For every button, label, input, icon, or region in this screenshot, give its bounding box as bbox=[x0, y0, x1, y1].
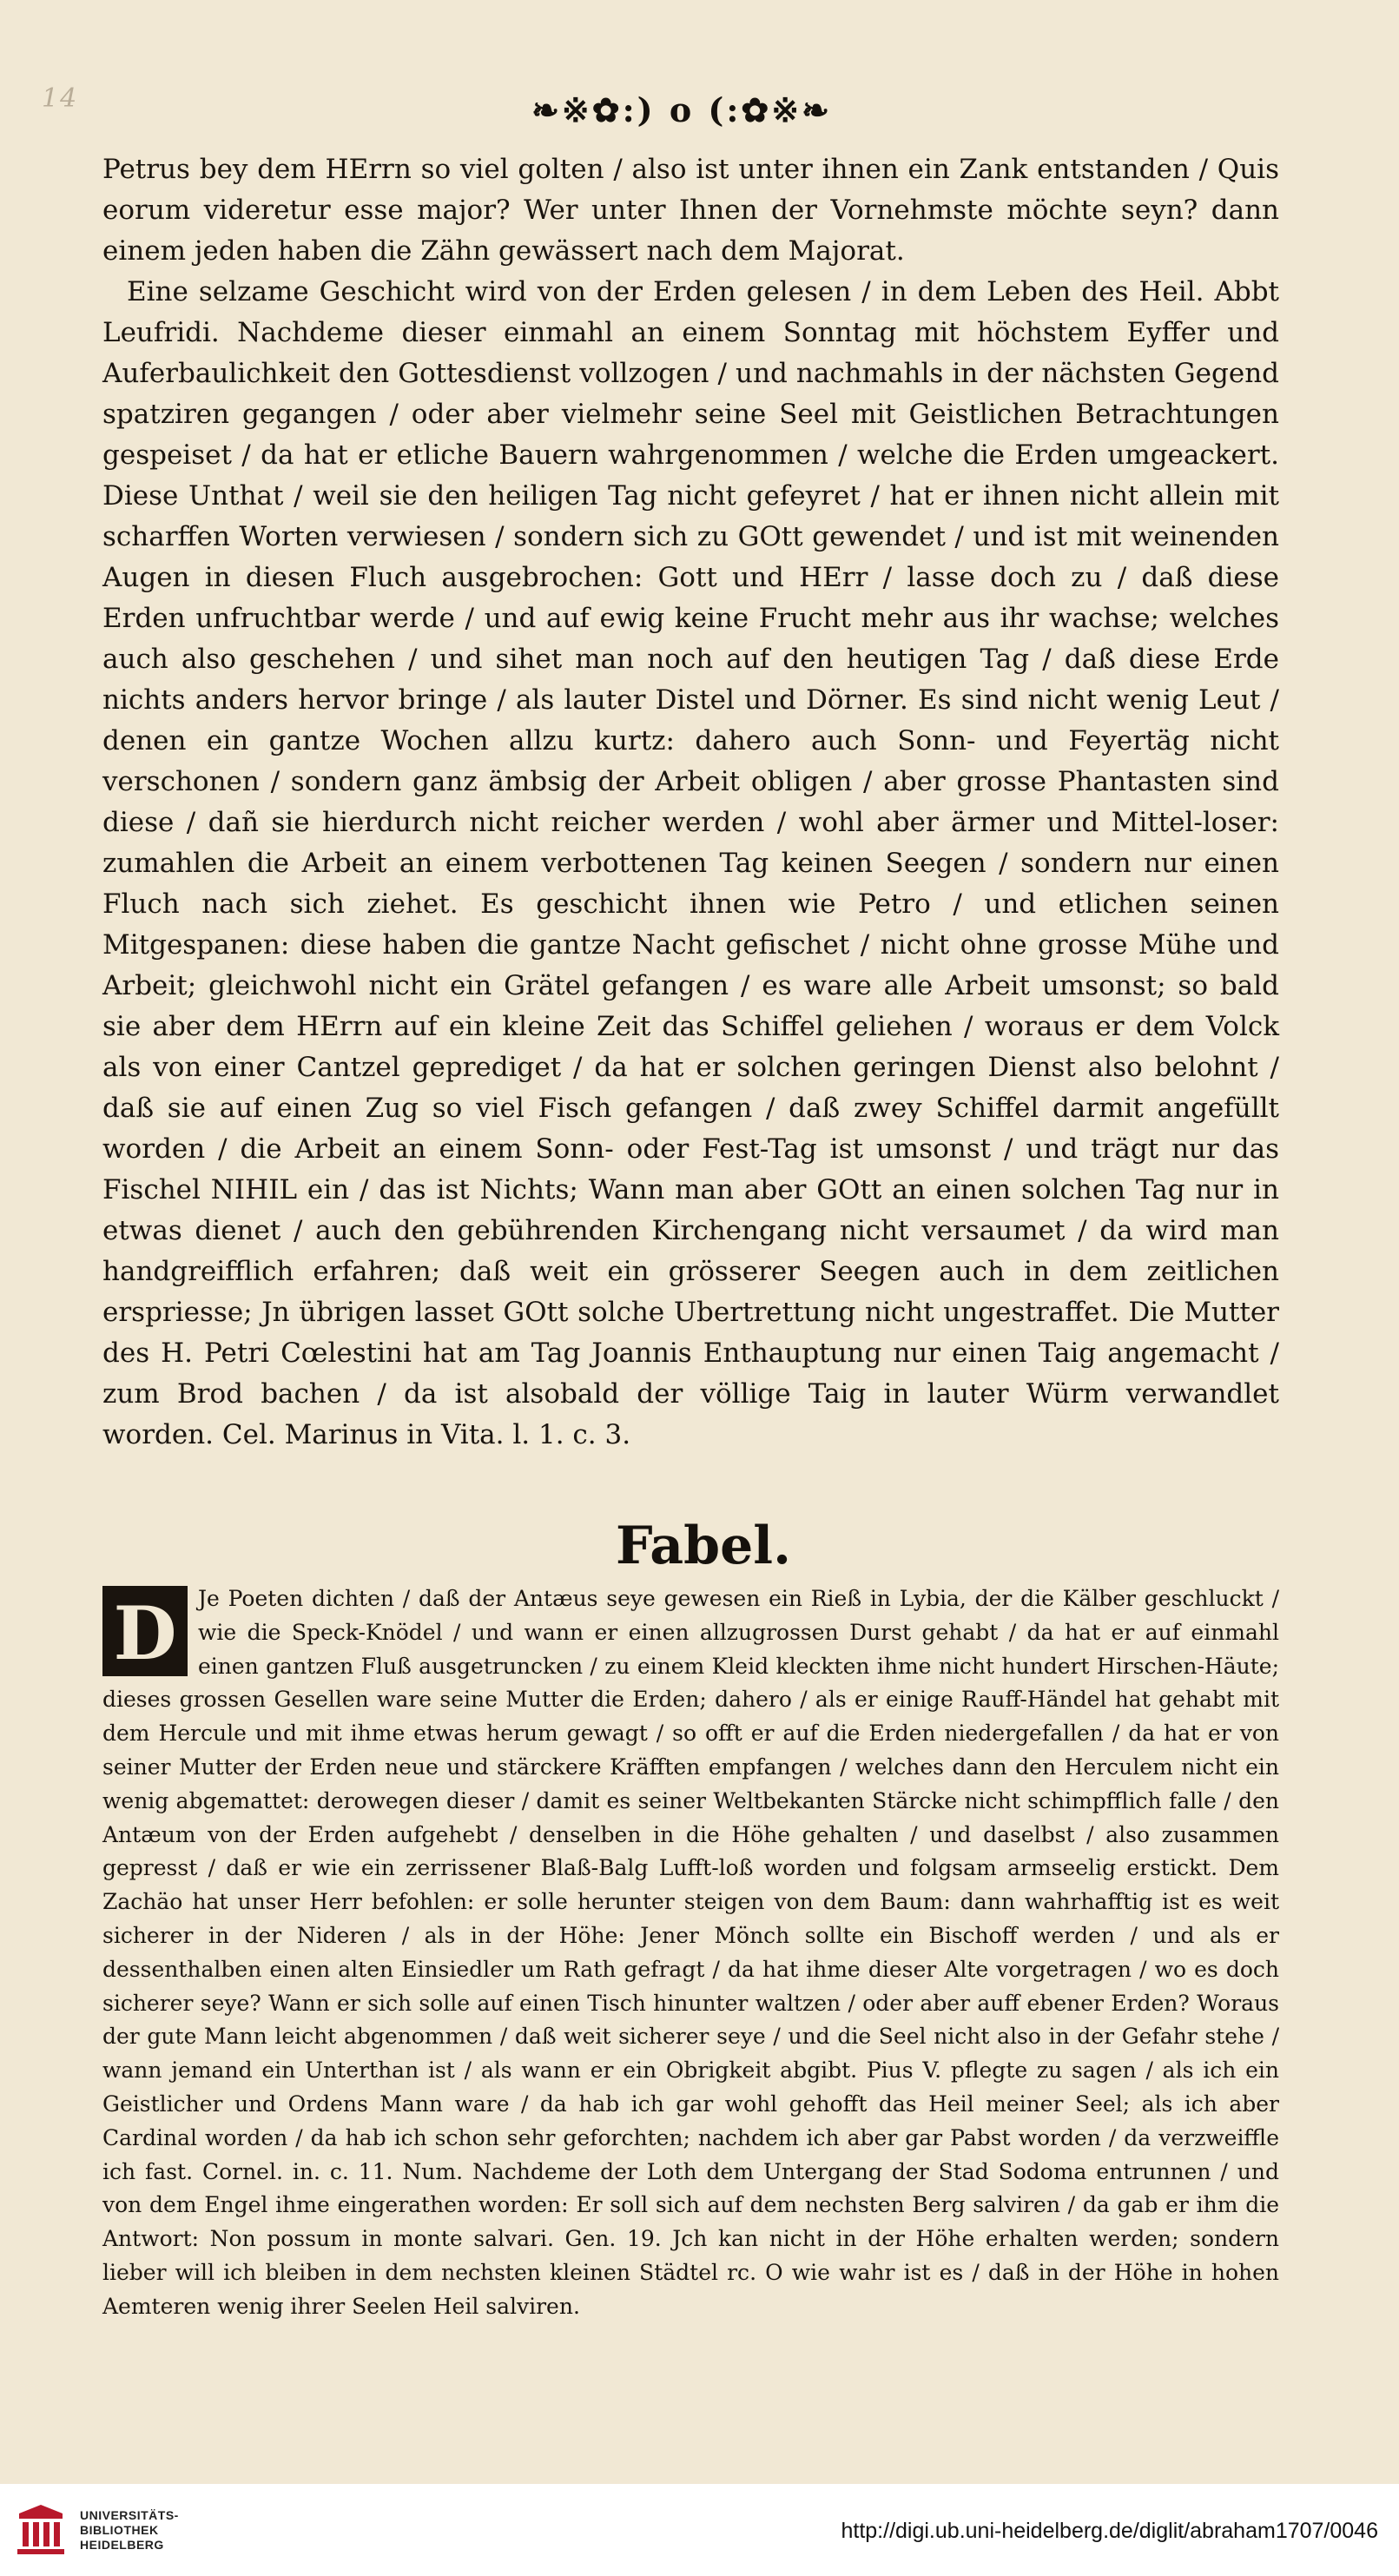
margin-pencil-note: 14 bbox=[42, 83, 79, 114]
paragraph-1: Petrus bey dem HErrn so viel golten / also ist unter ihnen ein Zank entstanden / Quis eorum videretur esse major? Wer unter Ihnen der Vornehmste möchte seyn? dann einem jeden haben die Zähn gewässert nach dem Majorat. bbox=[102, 154, 1279, 267]
section-title-fabel: Fabel. bbox=[615, 1516, 791, 1576]
library-name: UNIVERSITÄTS- BIBLIOTHEK HEIDELBERG bbox=[80, 2508, 179, 2552]
running-head-ornament: ❧※✿:) o (:✿※❧ bbox=[531, 90, 832, 129]
drop-cap-initial: D bbox=[102, 1586, 188, 1676]
university-library-logo-icon bbox=[12, 2501, 69, 2559]
permalink-url[interactable]: http://digi.ub.uni-heidelberg.de/diglit/abraham1707/0046 bbox=[841, 2519, 1378, 2543]
viewer-footer bbox=[0, 2484, 1399, 2576]
fable-paragraph: Je Poeten dichten / daß der Antæus seye gewesen ein Rieß in Lybia, der die Kälber geschluckt / wie die Speck-Knödel / und wann er einen allzugrossen Durst gehabt / da hat er auf einmahl einen gantzen Fluß ausgetruncken / zu einem Kleid kleckten ihme nicht hundert Hirschen-Häute; dieses grossen Gesellen ware seine Mutter die Erden; dahero / als er einige Rauff-Händel hat gehabt mit dem Hercule und mit ihme etwas herum gewagt / so offt er auf die Erden niedergefallen / da hat er von seiner Mutter der Erden neue und stärckere Kräfften empfangen / welches dann den Herculem nicht ein wenig abgemattet: derowegen dieser / damit es seiner Weltbekanten Stärcke nicht schimpfflich falle / den Antæum von der Erden aufgehebt / denselben in die Höhe gehalten / und daselbst / also zusammen gepresst / daß er wie ein zerrissener Blaß-Balg Lufft-loß worden und folgsam armseelig erstickt. Dem Zachäo hat unser Herr befohlen: er solle herunter steigen von dem Baum: dann wahrhafftig ist es weit sicherer in der Nideren / als in der Höhe: Jener Mönch sollte ein Bischoff werden / und als er dessenthalben einen alten Einsiedler um Rath gefragt / da hat ihme dieser Alte vorgetragen / wo es doch sicherer seye? Wann er sich solle auf einen Tisch hinunter waltzen / oder aber auff ebener Erden? Woraus der gute Mann leicht abgenommen / daß weit sicherer seye / und die Seel nicht also in der Gefahr stehe / wann jemand ein Unterthan ist / als wann er ein Obrigkeit abgibt. Pius V. pflegte zu sagen / als ich ein Geistlicher und Ordens Mann ware / da hab ich gar wohl gehofft das Heil meiner Seel; als ich aber Cardinal worden / da hab ich schon sehr geforchten; nachdem ich aber gar Pabst worden / da verzweiffle ich fast. Cornel. in. c. 11. Num. Nachdeme der Loth dem Untergang der Stad Sodoma entrunnen / und von dem Engel ihme eingerathen worden: Er soll sich auf dem nechsten Berg salviren / da gab er ihm die Antwort: Non possum in monte salvari. Gen. 19. Jch kan nicht in der Höhe erhalten werden; sondern lieber will ich bleiben in dem nechsten kleinen Städtel rc. O wie wahr ist es / daß in der Höhe in hohen Aemteren wenig ihrer Seelen Heil salviren. bbox=[102, 1586, 1279, 2319]
paragraph-2: Eine selzame Geschicht wird von der Erden gelesen / in dem Leben des Heil. Abbt Leufridi. Nachdeme dieser einmahl an einem Sonntag mit höchstem Eyffer und Auferbaulichkeit den Gottesdienst vollzogen / und nachmahls in der nächsten Gegend spatziren gegangen / oder aber vielmehr seine Seel mit Geistlichen Betrachtungen gespeiset / da hat er etliche Bauern wahrgenommen / welche die Erden umgeackert. Diese Unthat / weil sie den heiligen Tag nicht gefeyret / hat er ihnen nicht allein mit scharffen Worten verwiesen / sondern sich zu GOtt gewendet / und ist mit weinenden Augen in diesen Fluch ausgebrochen: Gott und HErr / lasse doch zu / daß diese Erden unfruchtbar werde / und auf ewig keine Frucht mehr aus ihr wachse; welches auch also geschehen / und sihet man noch auf den heutigen Tag / daß diese Erde nichts anders hervor bringe / als lauter Distel und Dörner. Es sind nicht wenig Leut / denen ein gantze Wochen allzu kurtz: dahero auch Sonn- und Feyertäg nicht verschonen / sondern ganz ämbsig der Arbeit obligen / aber grosse Phantasten sind diese / dañ sie hierdurch nicht reicher werden / wohl aber ärmer und Mittel-loser: zumahlen die Arbeit an einem verbottenen Tag keinen Seegen / sondern nur einen Fluch nach sich ziehet. Es geschicht ihnen wie Petro / und etlichen seinen Mitgespanen: diese haben die gantze Nacht gefischet / nicht ohne grosse Mühe und Arbeit; gleichwohl nicht ein Grätel gefangen / es ware alle Arbeit umsonst; so bald sie aber dem HErrn auf ein kleine Zeit das Schiffel geliehen / woraus er dem Volck als von einer Cantzel geprediget / da hat er solchen geringen Dienst also belohnt / daß sie auf einen Zug so viel Fisch gefangen / daß zwey Schiffel darmit angefüllt worden / die Arbeit an einem Sonn- oder Fest-Tag ist umsonst / und trägt nur das Fischel NIHIL ein / das ist Nichts; Wann man aber GOtt an einen solchen Tag nur in etwas dienet / auch den gebührenden Kirchengang nicht versaumet / da wird man handgreifflich erfahren; daß weit ein grösserer Seegen auch in dem zeitlichen erspriesse; Jn übrigen lasset GOtt solche Ubertrettung nicht ungestraffet. Die Mutter des H. Petri Cœlestini hat am Tag Joannis Enthauptung nur einen Taig angemacht / zum Brod bachen / da ist alsobald der völlige Taig in lauter Würm verwandlet worden. Cel. Marinus in Vita. l. 1. c. 3. bbox=[102, 276, 1279, 1450]
main-text-block bbox=[102, 149, 1279, 1456]
fable-text-block bbox=[102, 1582, 1279, 2324]
